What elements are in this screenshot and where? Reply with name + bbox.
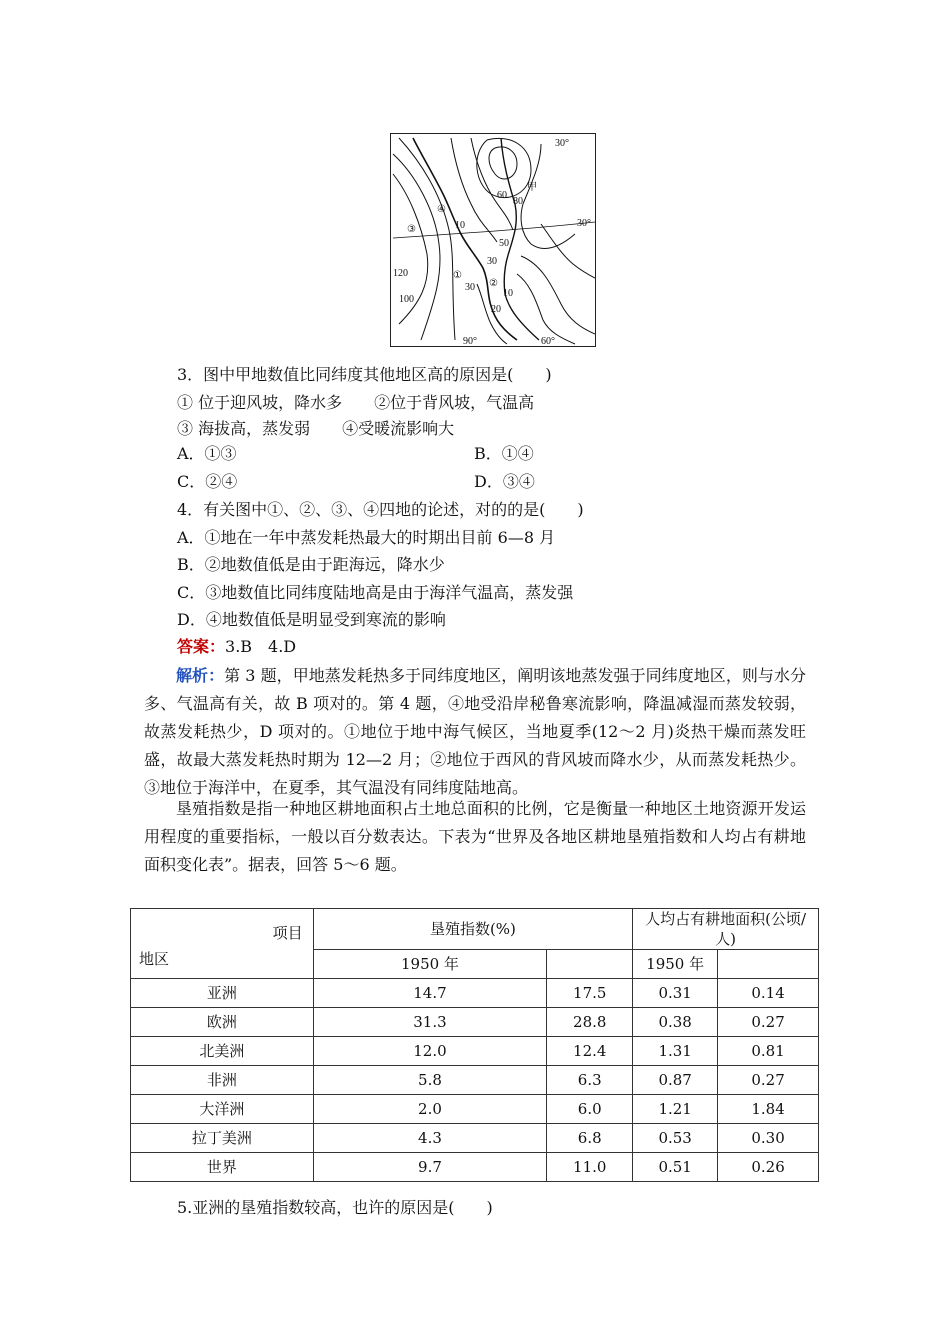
map-label: 30° xyxy=(577,218,591,229)
region-cell: 大洋洲 xyxy=(131,1095,314,1124)
value-cell: 0.81 xyxy=(718,1037,819,1066)
q3-option-a: A．①③ xyxy=(177,444,237,463)
value-cell: 0.26 xyxy=(718,1153,819,1182)
q4-stem: 4．有关图中①、②、③、④四地的论述，对的的是( ) xyxy=(177,500,584,519)
header-per-capita-land: 人均占有耕地面积(公顷/人) xyxy=(633,909,819,950)
map-label: 120 xyxy=(393,268,408,279)
map-label: 80 xyxy=(513,196,523,207)
answer-line xyxy=(177,636,296,658)
value-cell: 12.0 xyxy=(313,1037,547,1066)
map-label: 60° xyxy=(541,336,555,346)
value-cell: 0.38 xyxy=(633,1008,718,1037)
region-cell: 北美洲 xyxy=(131,1037,314,1066)
value-cell: 14.7 xyxy=(313,979,547,1008)
region-cell: 非洲 xyxy=(131,1066,314,1095)
map-label: 30° xyxy=(555,138,569,149)
value-cell: 1.84 xyxy=(718,1095,819,1124)
table-row xyxy=(131,1153,819,1182)
value-cell: 0.30 xyxy=(718,1124,819,1153)
value-cell: 4.3 xyxy=(313,1124,547,1153)
q4-option-d: D．④地数值低是明显受到寒流的影响 xyxy=(177,610,446,629)
q4-option-c: C．③地数值比同纬度陆地高是由于海洋气温高，蒸发强 xyxy=(177,583,574,602)
value-cell: 31.3 xyxy=(313,1008,547,1037)
intro-text: 垦殖指数是指一种地区耕地面积占土地总面积的比例，它是衡量一种地区土地资源开发运用程度的重要指标，一般以百分数表达。下表为“世界及各地区耕地垦殖指数和人均占有耕地面积变化表”。据表，回答 5～6 题。 xyxy=(144,799,806,874)
contour-map xyxy=(390,133,596,347)
table-row xyxy=(131,1008,819,1037)
value-cell: 0.87 xyxy=(633,1066,718,1095)
value-cell: 1.21 xyxy=(633,1095,718,1124)
value-cell: 0.31 xyxy=(633,979,718,1008)
region-cell: 拉丁美洲 xyxy=(131,1124,314,1153)
value-cell: 6.8 xyxy=(547,1124,633,1153)
value-cell: 0.51 xyxy=(633,1153,718,1182)
map-label: 10 xyxy=(503,288,513,299)
q5-stem: 5.亚洲的垦殖指数较高，也许的原因是( ) xyxy=(177,1198,493,1217)
table-row xyxy=(131,1066,819,1095)
map-label: 甲 xyxy=(527,182,537,193)
q3-option-b: B．①④ xyxy=(474,444,534,463)
q3-options-line1: ① 位于迎风坡，降水多 ②位于背风坡，气温高 xyxy=(177,393,535,412)
subheader-cell xyxy=(718,950,819,979)
region-cell: 欧洲 xyxy=(131,1008,314,1037)
map-label: 30 xyxy=(465,282,475,293)
table-row xyxy=(131,1124,819,1153)
corner-bottom-label: 地区 xyxy=(139,950,170,968)
map-label: ④ xyxy=(437,204,446,215)
map-label: 20 xyxy=(491,304,501,315)
subheader-cell xyxy=(547,950,633,979)
subheader-cell: 1950 年 xyxy=(313,950,547,979)
data-table xyxy=(130,908,819,1182)
answer-label: 答案： xyxy=(177,637,226,656)
map-label: 90° xyxy=(463,336,477,346)
intro-paragraph xyxy=(144,795,806,879)
analysis-text: 第 3 题，甲地蒸发耗热多于同纬度地区，阐明该地蒸发强于同纬度地区，则与水分多、气温高有关，故 B 项对的。第 4 题，④地受沿岸秘鲁寒流影响，降温减湿而蒸发较弱，故蒸发耗热少，D 项对的。①地位于地中海气候区，当地夏季(12～2 月)炎热干燥而蒸发旺盛，故最大蒸发耗热时期为 12—2 月；②地位于西风的背风坡而降水少，从而蒸发耗热少。③地位于海洋中，在夏季，其气温没有同纬度陆地高。 xyxy=(144,666,806,797)
table-corner-cell xyxy=(131,909,314,979)
q3-option-c: C．②④ xyxy=(177,472,238,491)
contour-map-drawing xyxy=(391,134,595,346)
map-label: ② xyxy=(489,278,498,289)
value-cell: 0.27 xyxy=(718,1066,819,1095)
corner-top-label: 项目 xyxy=(272,924,303,942)
map-label: ③ xyxy=(407,224,416,235)
analysis-paragraph xyxy=(144,662,806,802)
table-row xyxy=(131,979,819,1008)
map-label: ① xyxy=(453,270,462,281)
region-cell: 亚洲 xyxy=(131,979,314,1008)
value-cell: 0.53 xyxy=(633,1124,718,1153)
analysis-label: 解析： xyxy=(176,666,225,685)
table-row xyxy=(131,1095,819,1124)
q4-option-b: B．②地数值低是由于距海远，降水少 xyxy=(177,555,445,574)
map-label: 50 xyxy=(499,238,509,249)
table-header-row xyxy=(131,909,819,950)
value-cell: 11.0 xyxy=(547,1153,633,1182)
value-cell: 6.0 xyxy=(547,1095,633,1124)
q3-option-d: D．③④ xyxy=(474,472,535,491)
header-reclamation-index: 垦殖指数(%) xyxy=(313,909,633,950)
value-cell: 12.4 xyxy=(547,1037,633,1066)
q3-stem: 3．图中甲地数值比同纬度其他地区高的原因是( ) xyxy=(177,365,552,384)
map-label: 30 xyxy=(487,256,497,267)
region-cell: 世界 xyxy=(131,1153,314,1182)
value-cell: 2.0 xyxy=(313,1095,547,1124)
value-cell: 0.27 xyxy=(718,1008,819,1037)
value-cell: 28.8 xyxy=(547,1008,633,1037)
map-label: 100 xyxy=(399,294,414,305)
q4-option-a: A．①地在一年中蒸发耗热最大的时期出目前 6—8 月 xyxy=(177,528,556,547)
value-cell: 6.3 xyxy=(547,1066,633,1095)
value-cell: 17.5 xyxy=(547,979,633,1008)
value-cell: 5.8 xyxy=(313,1066,547,1095)
map-label: 60 xyxy=(497,190,507,201)
table-row xyxy=(131,1037,819,1066)
answer-text: 3.B 4.D xyxy=(225,637,297,656)
value-cell: 9.7 xyxy=(313,1153,547,1182)
subheader-cell: 1950 年 xyxy=(633,950,718,979)
value-cell: 0.14 xyxy=(718,979,819,1008)
map-label: 10 xyxy=(455,220,465,231)
value-cell: 1.31 xyxy=(633,1037,718,1066)
q3-options-line2: ③ 海拔高，蒸发弱 ④受暖流影响大 xyxy=(177,419,455,438)
